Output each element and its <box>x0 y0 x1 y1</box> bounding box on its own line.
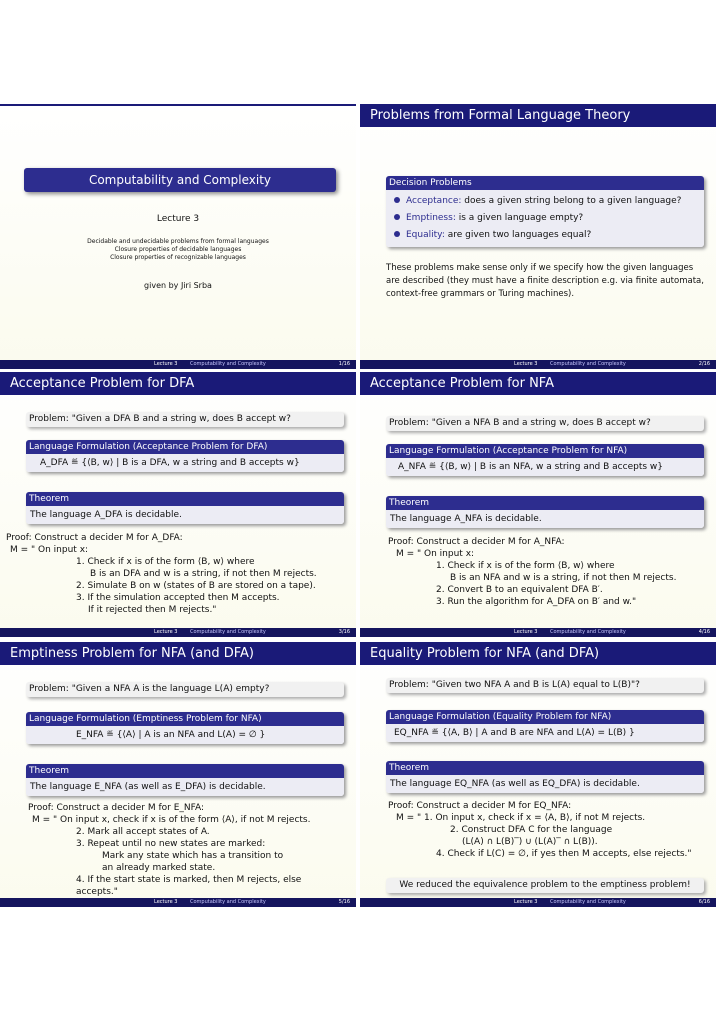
page-number: 1/16 <box>338 361 350 367</box>
language-block <box>26 440 344 472</box>
decision-problems-block <box>386 176 704 247</box>
slide-footer: Lecture 3 Computability and Complexity 3/16 <box>0 628 356 637</box>
slide-footer: Lecture 3 Computability and Complexity 5/16 <box>0 898 356 907</box>
problem-box: Problem: "Given two NFA A and B is L(A) equal to L(B)"? <box>386 678 704 693</box>
theorem-text: The language EQ_NFA (as well as EQ_DFA) is decidable. <box>386 775 704 793</box>
page-number: 3/16 <box>338 629 350 635</box>
slide-2 <box>360 104 716 369</box>
block-title: Language Formulation (Acceptance Problem for DFA) <box>26 440 344 454</box>
theorem-block <box>26 764 344 796</box>
block-title: Theorem <box>386 761 704 775</box>
problem-box: Problem: "Given a NFA B and a string w, does B accept w? <box>386 416 704 431</box>
slide-6 <box>360 642 716 907</box>
proof: Proof: Construct a decider M for E_NFA: M = " On input x, check if x is of the form ⟨A⟩, if not M rejects. 2. Mark all accept states of A. 3. Repeat until no new states are marked: Mark any state which has a transition to an already marked state. 4. If the start state is marked, then M rejects, else accepts." <box>28 803 311 897</box>
theorem-block <box>386 496 704 528</box>
topic-list <box>0 238 356 262</box>
slide-1 <box>0 104 356 369</box>
block-title: Language Formulation (Emptiness Problem for NFA) <box>26 712 344 726</box>
topic-item: Closure properties of recognizable languages <box>110 254 246 261</box>
footer-course: Computability and Complexity <box>190 361 266 367</box>
frame-title: Acceptance Problem for NFA <box>360 372 716 395</box>
frame-title: Emptiness Problem for NFA (and DFA) <box>0 642 356 665</box>
slide-4 <box>360 372 716 637</box>
slide-footer: Lecture 3 Computability and Complexity 2/16 <box>360 360 716 369</box>
author: given by Jiri Srba <box>144 281 212 290</box>
slide-top-rule <box>0 104 356 106</box>
note-text: These problems make sense only if we specify how the given languages are described (they must have a finite description e.g. via finite automata, context-free grammars or Turing machines). <box>386 263 704 299</box>
bullet-icon <box>394 214 400 220</box>
theorem-block <box>26 492 344 524</box>
footer-lecture: Lecture 3 <box>154 361 178 367</box>
slide-footer: Lecture 3 Computability and Complexity 4/16 <box>360 628 716 637</box>
block-title: Decision Problems <box>386 176 704 190</box>
language-block <box>386 444 704 476</box>
problem-box: Problem: "Given a NFA A is the language L(A) empty? <box>26 682 344 697</box>
language-block <box>26 712 344 744</box>
slide-5 <box>0 642 356 907</box>
proof: Proof: Construct a decider M for EQ_NFA: M = " 1. On input x, check if x = ⟨A, B⟩, if not M rejects. 2. Construct DFA C for the language (L(A) ∩ L(B)‾) ∪ (L(A)‾ ∩ L(B)). 4. Check if L(C) = ∅, if yes then M accepts, else rejects." <box>388 801 692 859</box>
block-title: Language Formulation (Acceptance Problem for NFA) <box>386 444 704 458</box>
frame-title: Problems from Formal Language Theory <box>360 104 716 127</box>
slide-footer: Lecture 3 Computability and Complexity 6/16 <box>360 898 716 907</box>
proof: Proof: Construct a decider M for A_DFA: M = " On input x: 1. Check if x is of the form ⟨B, w⟩ where B is an DFA and w is a string, if not then M rejects. 2. Simulate B on w (states of B are stored on a tape). 3. If the simulation accepted then M accepts. If it rejected then M rejects." <box>6 533 317 615</box>
slide-footer <box>0 360 356 369</box>
proof: Proof: Construct a decider M for A_NFA: M = " On input x: 1. Check if x is of the form ⟨B, w⟩ where B is an NFA and w is a string, if not then M rejects. 2. Convert B to an equivalent DFA B′. 3. Run the algorithm for A_DFA on B′ and w." <box>388 537 677 607</box>
frame-title: Acceptance Problem for DFA <box>0 372 356 395</box>
language-definition: A_NFA ≝ {⟨B, w⟩ | B is an NFA, w a string and B accepts w} <box>386 458 704 476</box>
block-title: Theorem <box>26 764 344 778</box>
page-number: 5/16 <box>338 899 350 905</box>
problem-box: Problem: "Given a DFA B and a string w, does B accept w? <box>26 412 344 427</box>
page-number: 6/16 <box>698 899 710 905</box>
theorem-text: The language A_NFA is decidable. <box>386 510 704 528</box>
block-title: Theorem <box>386 496 704 510</box>
topic-item: Decidable and undecidable problems from formal languages <box>87 238 269 245</box>
frame-title: Equality Problem for NFA (and DFA) <box>360 642 716 665</box>
theorem-text: The language A_DFA is decidable. <box>26 506 344 524</box>
language-block <box>386 710 704 742</box>
page-number: 4/16 <box>698 629 710 635</box>
language-definition: EQ_NFA ≝ {⟨A, B⟩ | A and B are NFA and L(A) = L(B) } <box>386 724 704 742</box>
slide-3 <box>0 372 356 637</box>
page-number: 2/16 <box>698 361 710 367</box>
list-item: Acceptance: does a given string belong to a given language? <box>394 193 700 210</box>
block-title: Language Formulation (Equality Problem for NFA) <box>386 710 704 724</box>
presentation-title: Computability and Complexity <box>24 168 336 192</box>
bullet-icon <box>394 197 400 203</box>
theorem-block <box>386 761 704 793</box>
theorem-text: The language E_NFA (as well as E_DFA) is decidable. <box>26 778 344 796</box>
list-item: Emptiness: is a given language empty? <box>394 210 700 227</box>
language-definition: A_DFA ≝ {⟨B, w⟩ | B is a DFA, w a string and B accepts w} <box>26 454 344 472</box>
block-title: Theorem <box>26 492 344 506</box>
bullet-icon <box>394 231 400 237</box>
language-definition: E_NFA ≝ {⟨A⟩ | A is an NFA and L(A) = ∅ } <box>26 726 344 744</box>
lecture-label: Lecture 3 <box>156 214 200 224</box>
list-item: Equality: are given two languages equal? <box>394 227 700 244</box>
conclusion-box: We reduced the equivalence problem to the emptiness problem! <box>386 878 704 893</box>
topic-item: Closure properties of decidable languages <box>114 246 242 253</box>
